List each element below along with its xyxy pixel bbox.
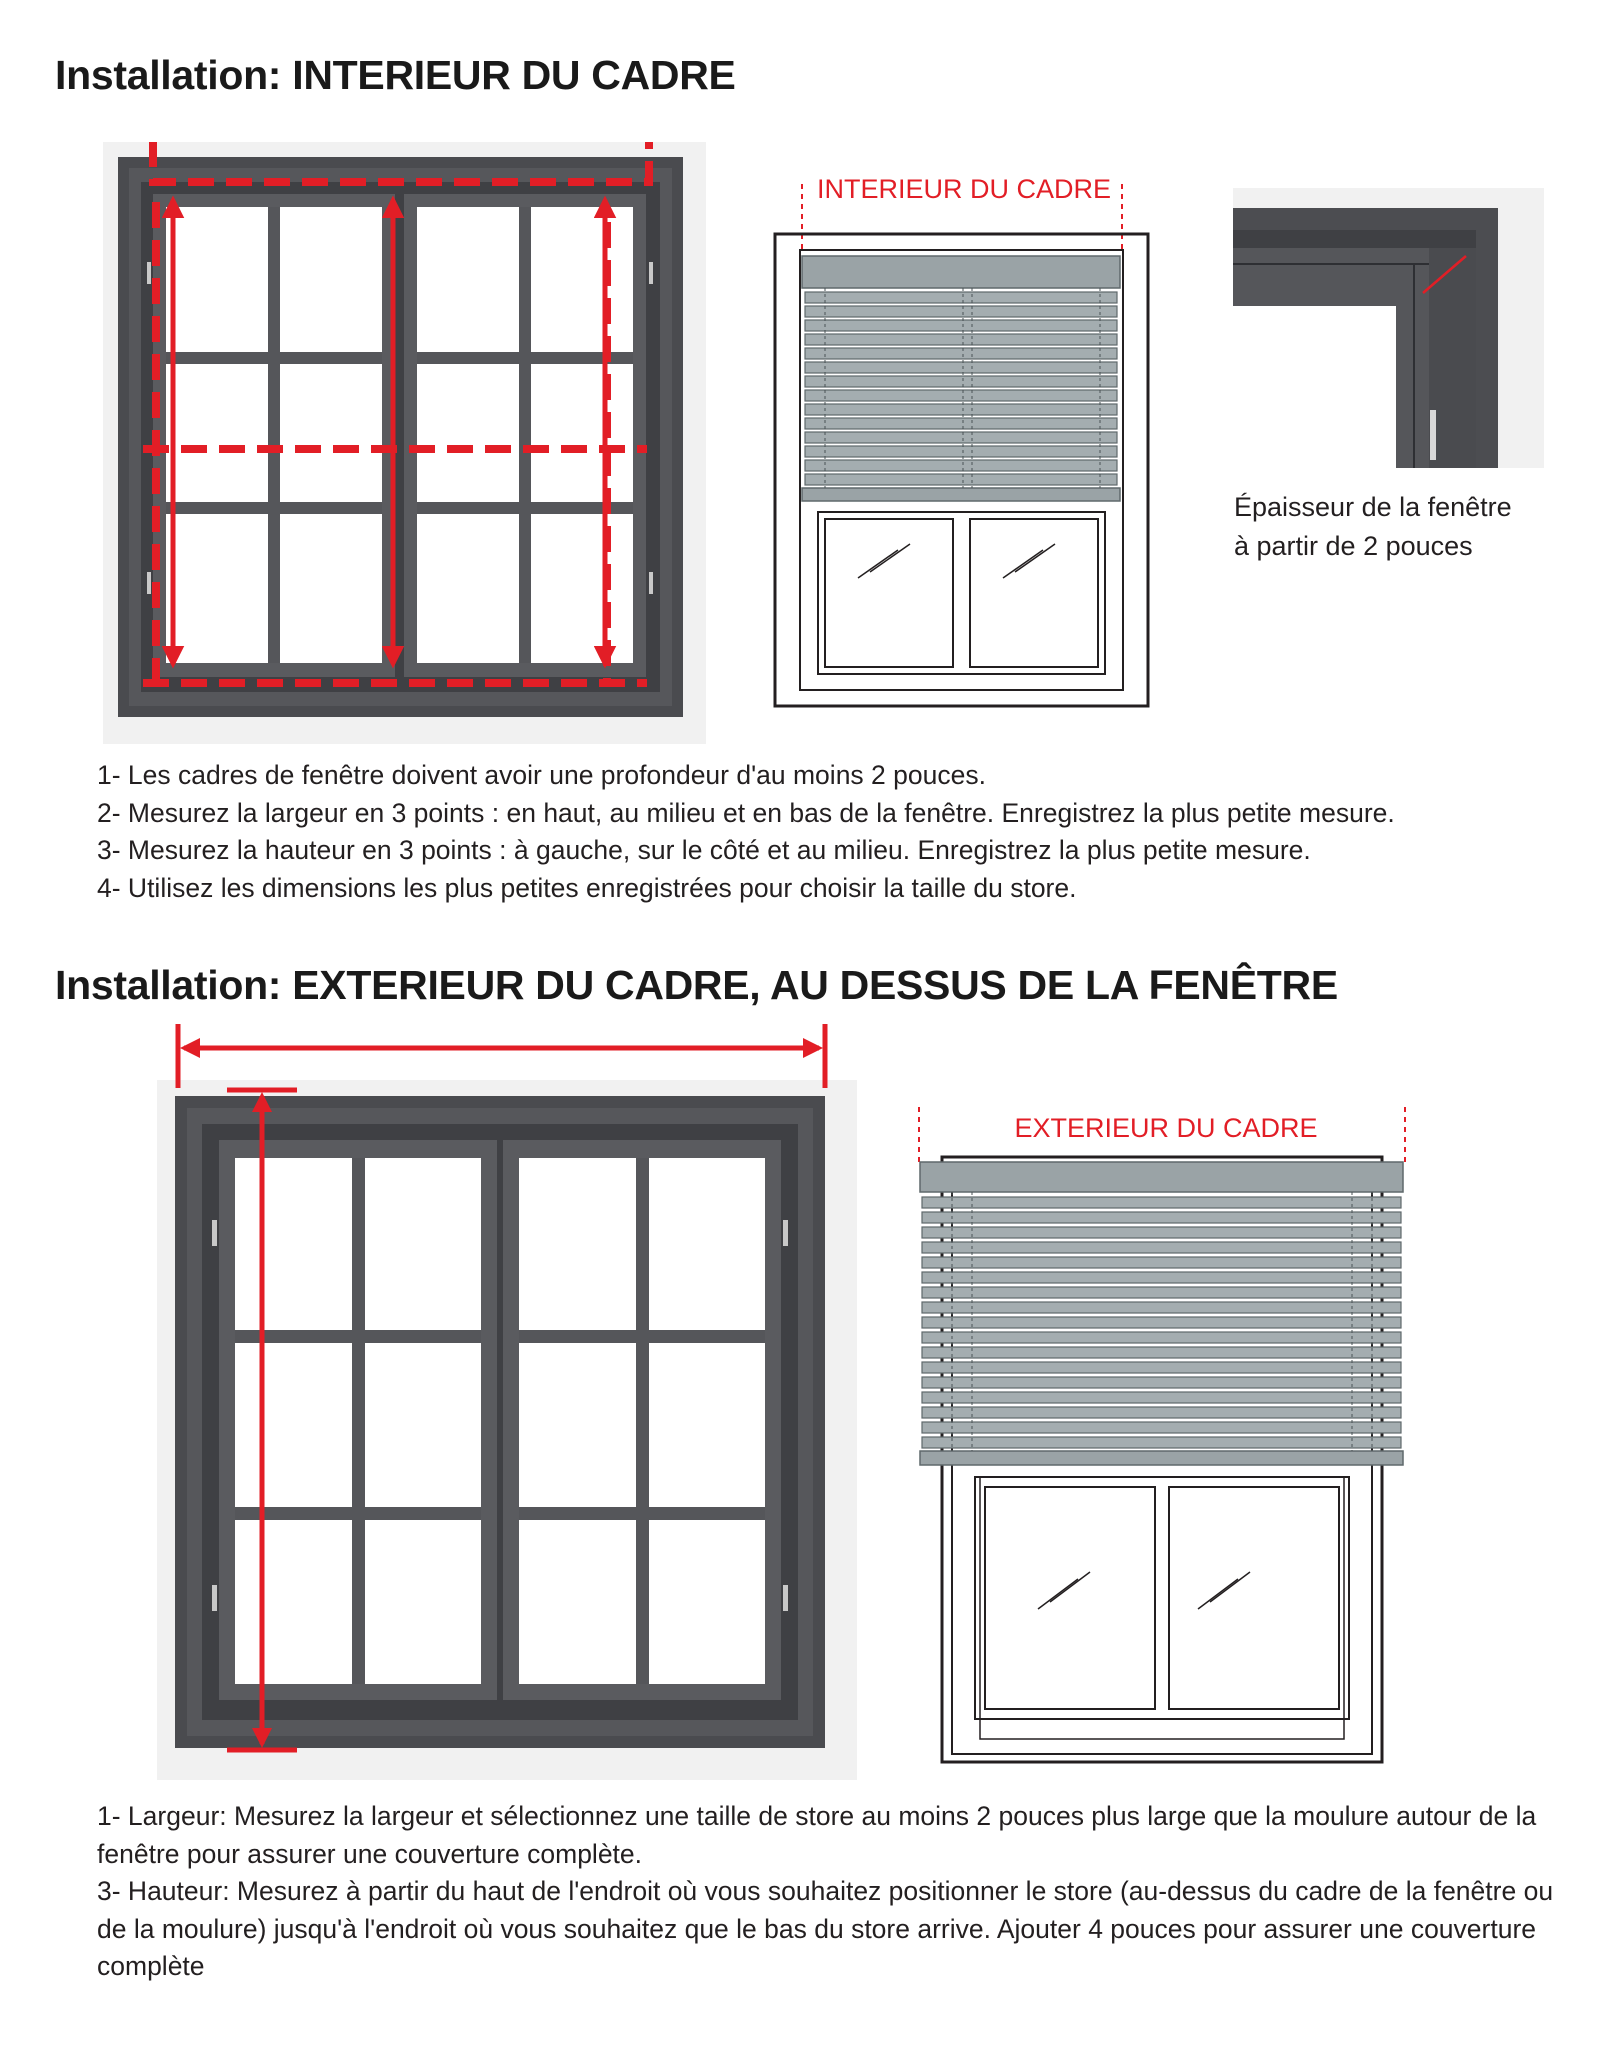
frame-thickness-detail bbox=[1233, 188, 1544, 468]
inside-blind-diagram bbox=[730, 142, 1179, 744]
outside-window-photo bbox=[157, 1080, 857, 1780]
inside-steps-list bbox=[97, 757, 1395, 907]
inside-step-1: 1- Les cadres de fenêtre doivent avoir une profondeur d'au moins 2 pouces. bbox=[97, 760, 986, 790]
section-inside-heading: Installation: INTERIEUR DU CADRE bbox=[55, 52, 736, 98]
outside-step-3: 3- Hauteur: Mesurez à partir du haut de l'endroit où vous souhaitez positionner le store (au-dessus du cadre de la fenêtre ou de la moulure) jusqu'à l'endroit où vous souhaitez que le bas du store arrive. Ajouter 4 pouces pour assurer une couverture complète bbox=[97, 1876, 1554, 1982]
outside-steps-list bbox=[97, 1798, 1567, 1986]
thickness-caption-line-2: à partir de 2 pouces bbox=[1234, 531, 1473, 561]
section-outside-heading: Installation: EXTERIEUR DU CADRE, AU DESSUS DE LA FENÊTRE bbox=[55, 962, 1338, 1008]
inside-window-photo bbox=[103, 142, 706, 744]
outside-diagram-label: EXTERIEUR DU CADRE bbox=[1014, 1113, 1318, 1143]
outside-step-1: 1- Largeur: Mesurez la largeur et sélectionnez une taille de store au moins 2 pouces plus large que la moulure autour de la fenêtre pour assurer une couverture complète. bbox=[97, 1801, 1537, 1869]
thickness-caption bbox=[1234, 488, 1512, 566]
inside-step-2: 2- Mesurez la largeur en 3 points : en haut, au milieu et en bas de la fenêtre. Enregistrez la plus petite mesure. bbox=[97, 797, 1395, 828]
inside-step-4: 4- Utilisez les dimensions les plus petites enregistrées pour choisir la taille du store. bbox=[97, 872, 1077, 903]
outside-blind-diagram bbox=[890, 1057, 1412, 1780]
inside-diagram-label: INTERIEUR DU CADRE bbox=[816, 174, 1112, 204]
thickness-caption-line-1: Épaisseur de la fenêtre bbox=[1234, 492, 1512, 522]
inside-step-3: 3- Mesurez la hauteur en 3 points : à gauche, sur le côté et au milieu. Enregistrez la plus petite mesure. bbox=[97, 835, 1311, 866]
outside-width-arrow bbox=[170, 1018, 840, 1092]
